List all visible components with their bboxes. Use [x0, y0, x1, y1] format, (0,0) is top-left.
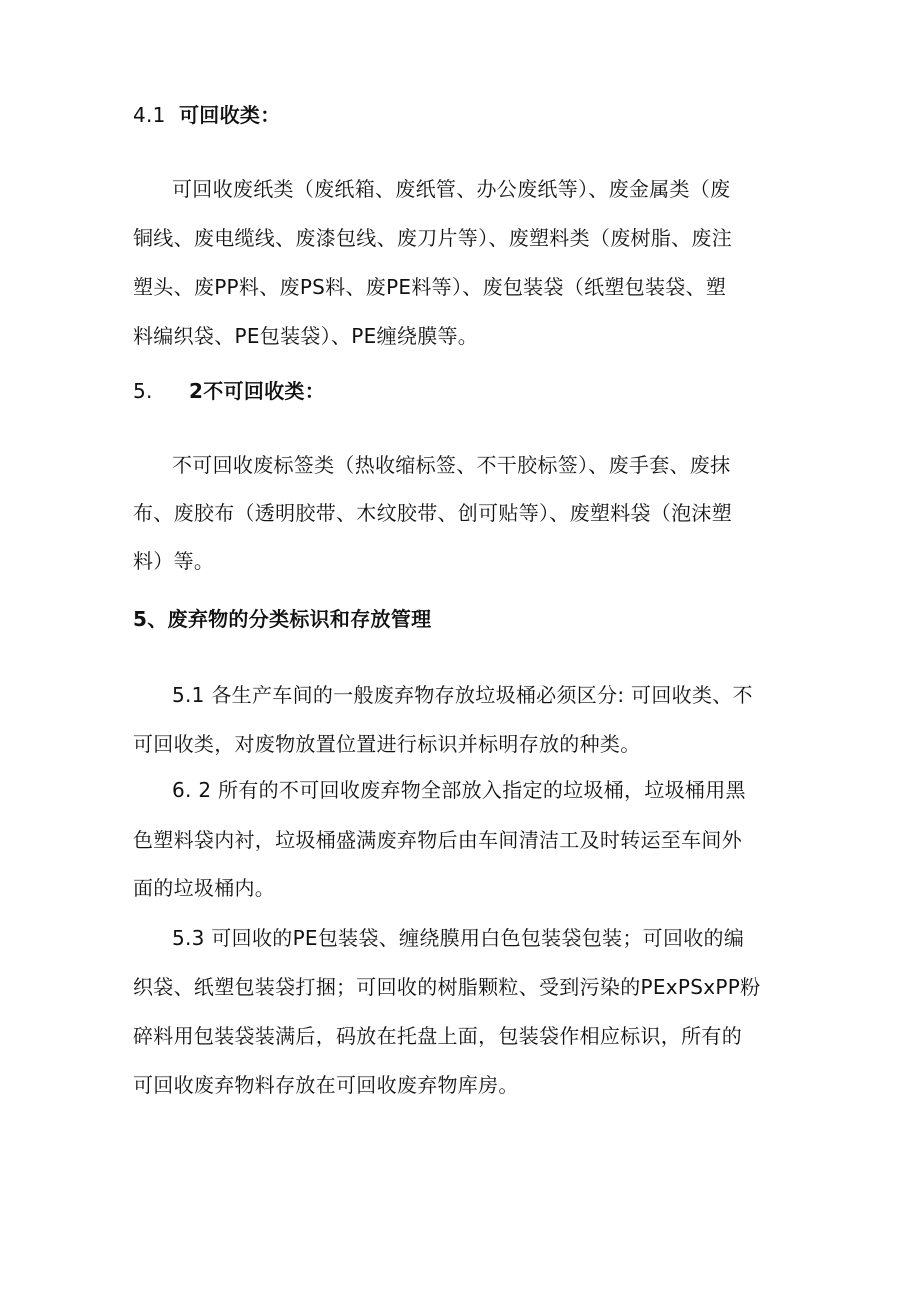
paragraph-line: 料编织袋、PE包装袋）、PE缠绕膜等。	[133, 324, 479, 348]
paragraph-line: 铜线、废电缆线、废漆包线、废刀片等）、废塑料类（废树脂、废注	[133, 226, 732, 250]
paragraph-line: 布、废胶布（透明胶带、木纹胶带、创可贴等）、废塑料袋（泡沫塑	[133, 501, 732, 525]
paragraph-line: 料）等。	[133, 549, 215, 573]
section-title: 2不可回收类：	[189, 379, 326, 403]
section-4-1-heading	[133, 100, 920, 130]
paragraph-line: 色塑料袋内衬，垃圾桶盛满废弃物后由车间清洁工及时转运至车间外	[133, 828, 742, 852]
paragraph-line: 可回收废弃物料存放在可回收废弃物库房。	[133, 1073, 519, 1097]
section-title: 可回收类：	[179, 103, 281, 127]
paragraph-line: 碎料用包装袋装满后，码放在托盘上面，包装袋作相应标识，所有的	[133, 1024, 742, 1048]
paragraph-line: 面的垃圾桶内。	[133, 876, 276, 900]
paragraph-line: 5.1 各生产车间的一般废弃物存放垃圾桶必须区分: 可回收类、不	[172, 683, 753, 707]
paragraph-line: 织袋、纸塑包装袋打捆；可回收的树脂颗粒、受到污染的PExPSxPP粉	[133, 975, 761, 999]
paragraph-line: 不可回收废标签类（热收缩标签、不干胶标签）、废手套、废抹	[172, 453, 731, 477]
paragraph-line: 6. 2 所有的不可回收废弃物全部放入指定的垃圾桶，垃圾桶用黑	[172, 778, 746, 802]
paragraph-line: 可回收废纸类（废纸箱、废纸管、办公废纸等）、废金属类（废	[172, 177, 731, 201]
paragraph-line: 5.3 可回收的PE包装袋、缠绕膜用白色包装袋包装；可回收的编	[172, 926, 745, 950]
paragraph-line: 可回收类，对废物放置位置进行标识并标明存放的种类。	[133, 732, 641, 756]
section-5-2-heading	[133, 376, 920, 406]
section-number: 5.	[133, 379, 153, 403]
paragraph-line: 塑头、废PP料、废PS料、废PE料等）、废包装袋（纸塑包装袋、塑	[133, 275, 727, 299]
section-5-heading: 5、废弃物的分类标识和存放管理	[133, 607, 432, 631]
section-number: 4.1	[133, 103, 166, 127]
